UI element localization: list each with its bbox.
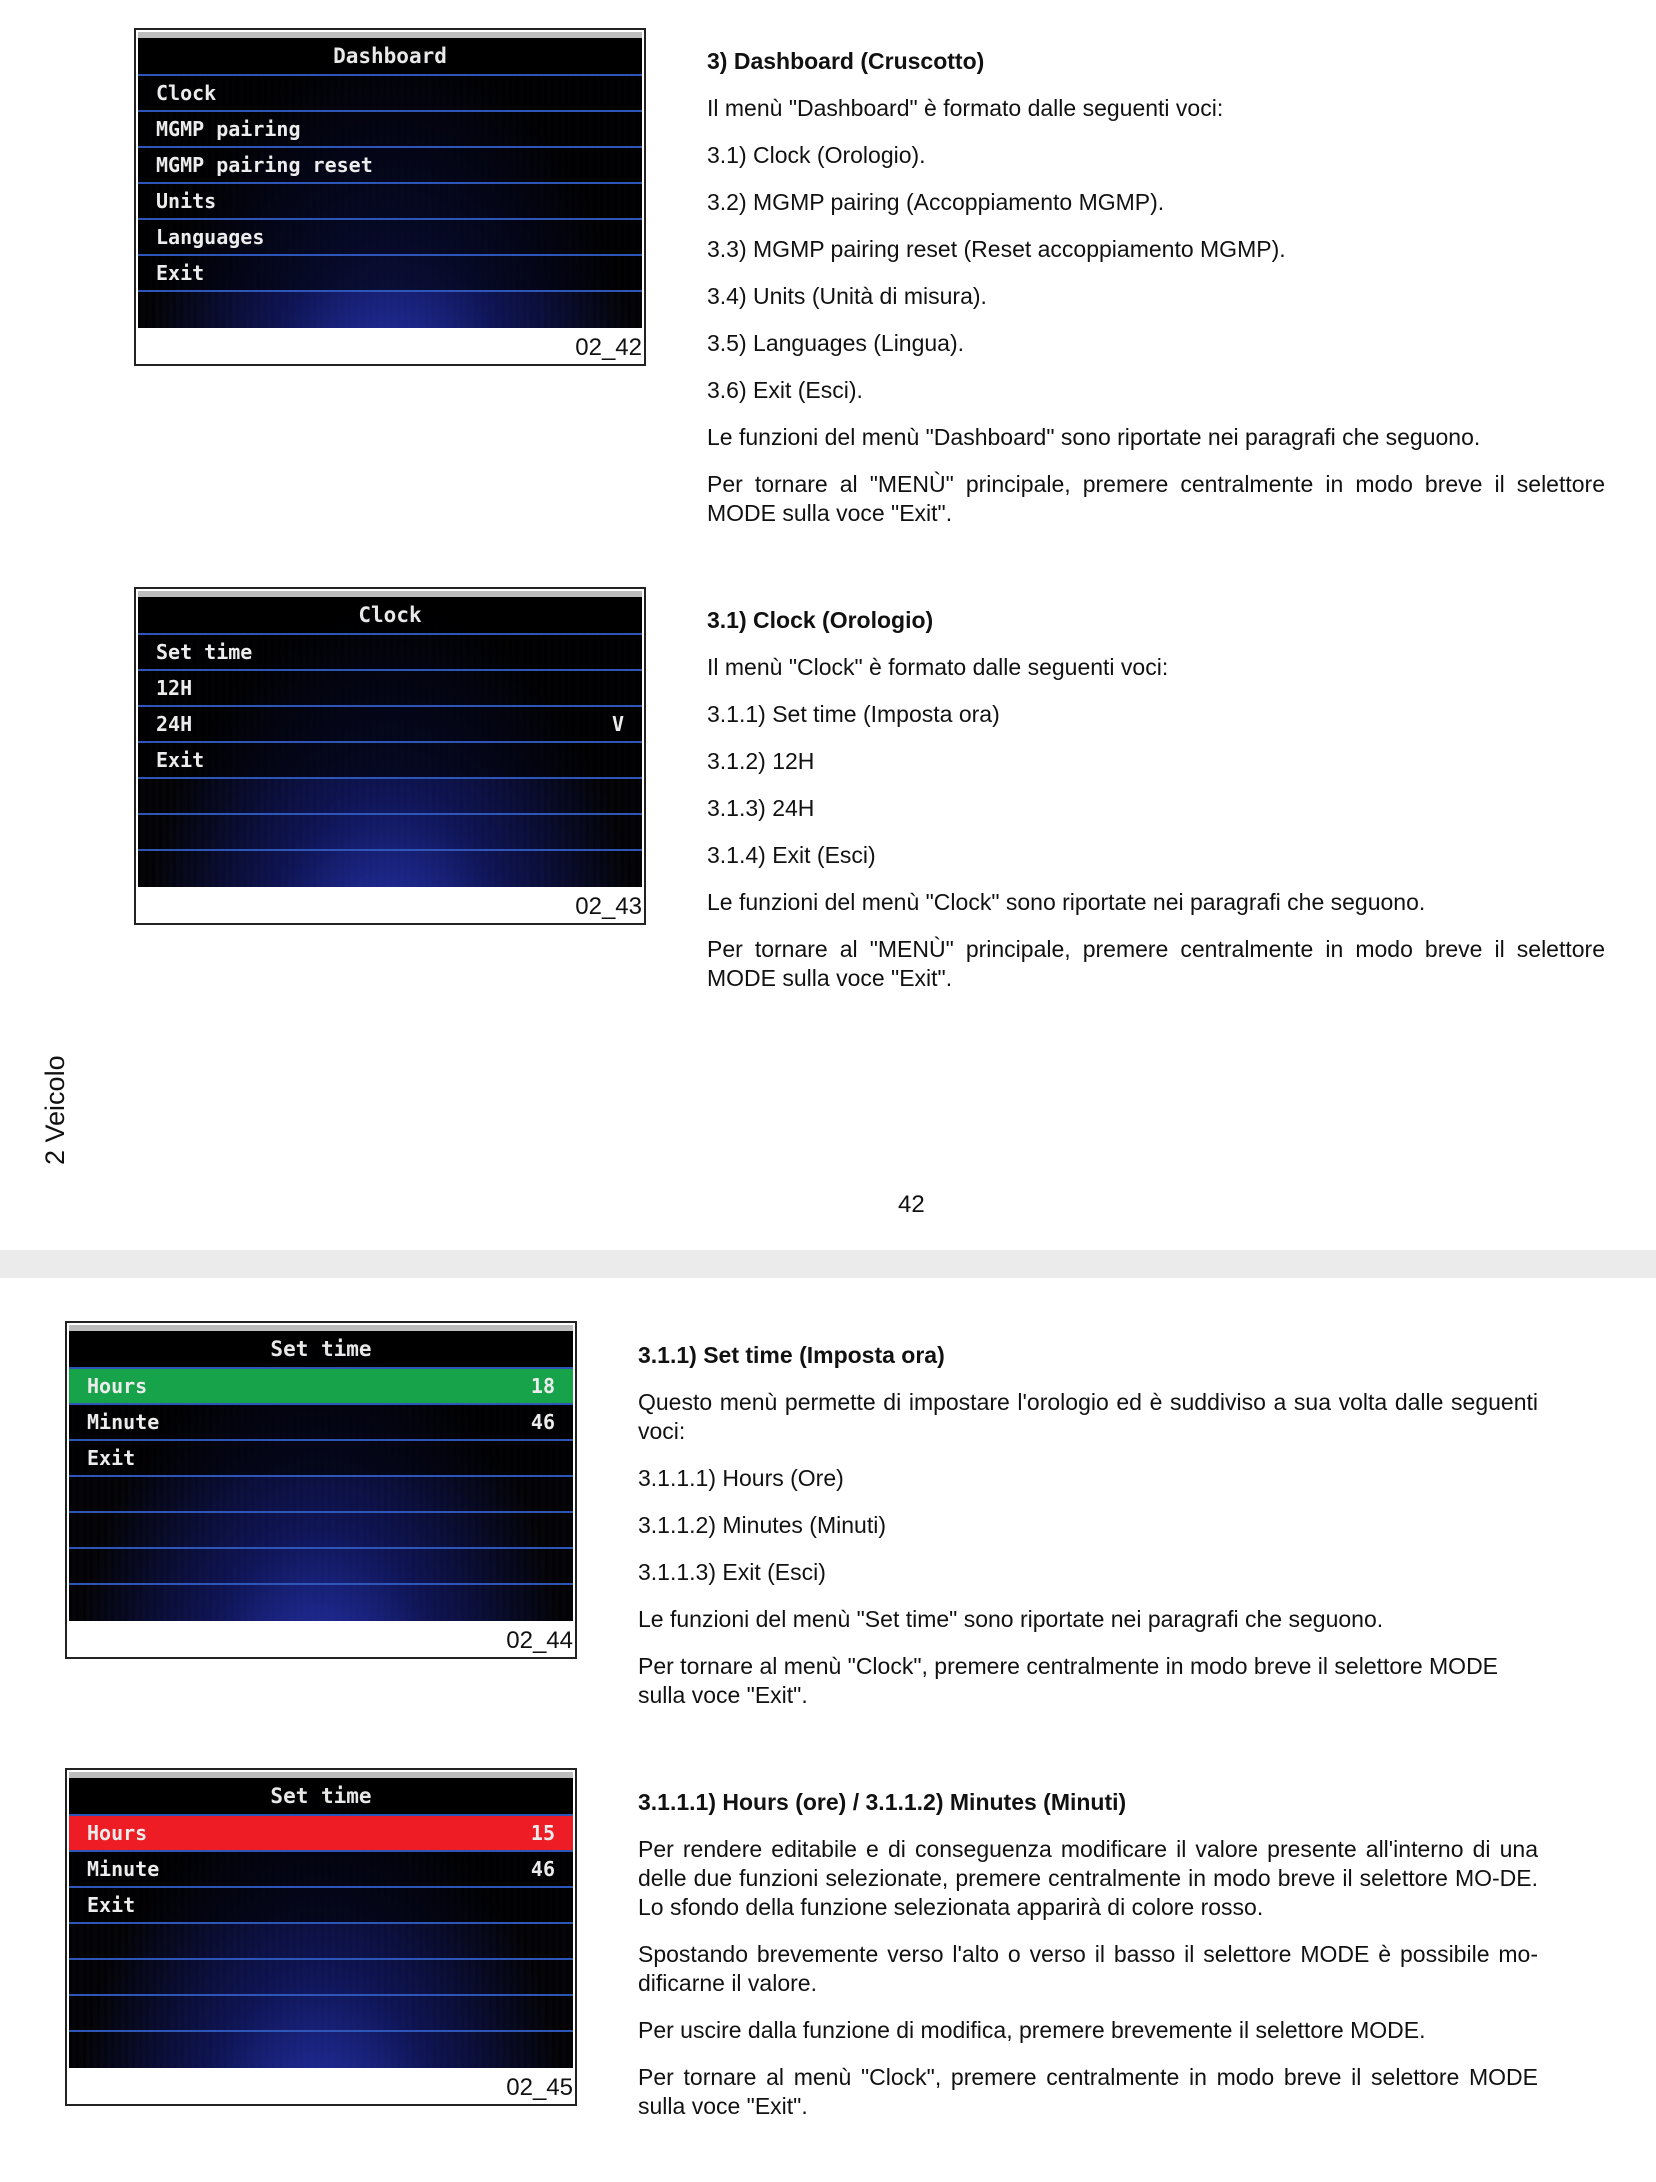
- paragraph: 3.1.1.1) Hours (Ore): [638, 1465, 844, 1491]
- check-mark: V: [611, 712, 624, 736]
- paragraph: Le funzioni del menù "Dashboard" sono riportate nei paragrafi che seguono.: [707, 424, 1481, 450]
- screen-title: Set time: [69, 1778, 573, 1816]
- menu-item-set-time: Set time: [138, 635, 642, 671]
- empty-row: [69, 1996, 573, 2032]
- figure-dashboard-screen: [134, 28, 646, 366]
- paragraph: 3.1.1.2) Minutes (Minuti): [638, 1512, 886, 1538]
- empty-row: [69, 1924, 573, 1960]
- paragraph: Il menù "Dashboard" è formato dalle seguenti voci:: [707, 95, 1224, 121]
- paragraph: Le funzioni del menù "Clock" sono riportate nei paragrafi che seguono.: [707, 889, 1426, 915]
- paragraph: Per rendere editabile e di conseguenza modificare il valore presente all'interno di una delle due funzioni selezionate, premere centralmente in modo breve il selettore MO-DE. Lo sfondo della funzione selezionata apparirà di colore rosso.: [638, 1836, 1538, 1920]
- empty-row: [138, 815, 642, 851]
- paragraph: Per tornare al "MENÙ" principale, premere centralmente in modo breve il selettore MODE sulla voce "Exit".: [707, 936, 1605, 991]
- menu-item-minute: Minute 46: [69, 1405, 573, 1441]
- section-clock: [707, 606, 1605, 1011]
- empty-row: [69, 1477, 573, 1513]
- menu-item-units: Units: [138, 184, 642, 220]
- page-separator: [0, 1250, 1656, 1278]
- empty-row: [138, 779, 642, 815]
- menu-item-24h: 24H V: [138, 707, 642, 743]
- paragraph: 3.1.1) Set time (Imposta ora): [707, 701, 1000, 727]
- screen-title: Clock: [138, 597, 642, 635]
- paragraph: 3.1.4) Exit (Esci): [707, 842, 876, 868]
- set-time-edit-display: [69, 1772, 573, 2068]
- paragraph: Questo menù permette di impostare l'orologio ed è suddiviso a sua volta dalle seguenti voci:: [638, 1389, 1538, 1444]
- section-dashboard: [707, 47, 1605, 546]
- paragraph: Spostando brevemente verso l'alto o verso il basso il selettore MODE è possibile mo-dificarne il valore.: [638, 1941, 1538, 1996]
- paragraph: 3.5) Languages (Lingua).: [707, 330, 965, 356]
- figure-code: 02_42: [575, 334, 642, 361]
- paragraph: Per tornare al menù "Clock", premere centralmente in modo breve il selettore MODE sulla voce "Exit".: [638, 1653, 1499, 1708]
- paragraph: 3.2) MGMP pairing (Accoppiamento MGMP).: [707, 189, 1165, 215]
- clock-display: [138, 591, 642, 887]
- menu-item-exit: Exit: [69, 1888, 573, 1924]
- menu-item-mgmp-pairing: MGMP pairing: [138, 112, 642, 148]
- section-heading: 3.1) Clock (Orologio): [707, 607, 934, 633]
- menu-item-languages: Languages: [138, 220, 642, 256]
- figure-code: 02_43: [575, 893, 642, 920]
- menu-item-12h: 12H: [138, 671, 642, 707]
- section-heading: 3) Dashboard (Cruscotto): [707, 48, 985, 74]
- menu-item-clock: Clock: [138, 76, 642, 112]
- screen-title: Set time: [69, 1331, 573, 1369]
- section-hours-minutes: [638, 1788, 1538, 2139]
- paragraph: 3.1.1.3) Exit (Esci): [638, 1559, 826, 1585]
- set-time-display: [69, 1325, 573, 1621]
- paragraph: Per tornare al menù "Clock", premere centralmente in modo breve il selettore MODE sulla voce "Exit".: [638, 2064, 1538, 2119]
- menu-item-hours-editing: Hours 15: [69, 1816, 573, 1852]
- figure-clock-screen: [134, 587, 646, 925]
- dashboard-display: [138, 32, 642, 328]
- paragraph: 3.1.3) 24H: [707, 795, 815, 821]
- menu-item-exit: Exit: [138, 256, 642, 292]
- section-set-time: [638, 1341, 1538, 1728]
- paragraph: 3.1) Clock (Orologio).: [707, 142, 926, 168]
- paragraph: Per tornare al "MENÙ" principale, premere centralmente in modo breve il selettore MODE sulla voce "Exit".: [707, 471, 1605, 526]
- page-number: 42: [898, 1191, 925, 1218]
- empty-row: [69, 1513, 573, 1549]
- paragraph: 3.3) MGMP pairing reset (Reset accoppiamento MGMP).: [707, 236, 1286, 262]
- paragraph: 3.6) Exit (Esci).: [707, 377, 863, 403]
- empty-row: [69, 1549, 573, 1585]
- paragraph: 3.4) Units (Unità di misura).: [707, 283, 987, 309]
- figure-code: 02_44: [506, 1627, 573, 1654]
- chapter-side-label: 2 Veicolo: [40, 1055, 70, 1165]
- menu-item-exit: Exit: [69, 1441, 573, 1477]
- menu-item-mgmp-pairing-reset: MGMP pairing reset: [138, 148, 642, 184]
- section-heading: 3.1.1.1) Hours (ore) / 3.1.1.2) Minutes (Minuti): [638, 1789, 1127, 1815]
- empty-row: [69, 1960, 573, 1996]
- paragraph: Il menù "Clock" è formato dalle seguenti voci:: [707, 654, 1169, 680]
- screen-title: Dashboard: [138, 38, 642, 76]
- paragraph: Le funzioni del menù "Set time" sono riportate nei paragrafi che seguono.: [638, 1606, 1384, 1632]
- menu-item-minute: Minute 46: [69, 1852, 573, 1888]
- figure-set-time-edit-screen: [65, 1768, 577, 2106]
- menu-item-hours-selected: Hours 18: [69, 1369, 573, 1405]
- figure-set-time-screen: [65, 1321, 577, 1659]
- figure-code: 02_45: [506, 2074, 573, 2101]
- paragraph: 3.1.2) 12H: [707, 748, 815, 774]
- paragraph: Per uscire dalla funzione di modifica, premere brevemente il selettore MODE.: [638, 2017, 1426, 2043]
- section-heading: 3.1.1) Set time (Imposta ora): [638, 1342, 945, 1368]
- menu-item-exit: Exit: [138, 743, 642, 779]
